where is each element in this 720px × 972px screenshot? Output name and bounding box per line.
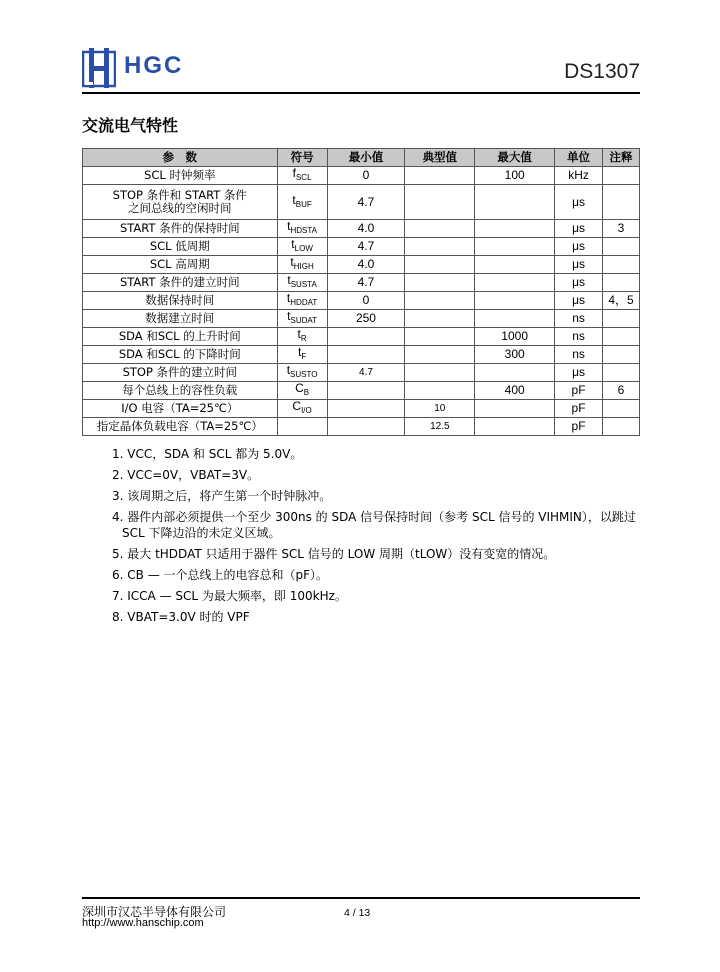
table-row bbox=[83, 292, 640, 310]
symbol-main: t bbox=[292, 192, 296, 207]
note-cell bbox=[603, 185, 640, 220]
symbol-subscript: BUF bbox=[295, 199, 312, 209]
note-item: 3. 该周期之后，将产生第一个时钟脉冲。 bbox=[112, 489, 332, 503]
note-item: 8. VBAT=3.0V 时的 VPF bbox=[112, 610, 250, 624]
param-text: START 条件的保持时间 bbox=[119, 221, 240, 235]
symbol-subscript: SUSTA bbox=[290, 280, 317, 289]
table-row bbox=[83, 400, 640, 418]
symbol-cell bbox=[277, 292, 327, 310]
table-row bbox=[83, 310, 640, 328]
param-text: 数据保持时间 bbox=[145, 293, 215, 307]
col-header-unit: 单位 bbox=[555, 149, 603, 167]
param-text-line2: 之间总线的空闲时间 bbox=[128, 201, 232, 215]
param-cell bbox=[83, 167, 278, 185]
symbol-main: t bbox=[297, 327, 301, 341]
max-cell bbox=[475, 400, 555, 418]
symbol-main: t bbox=[287, 273, 291, 287]
min-cell: 0 bbox=[327, 292, 405, 310]
symbol-main: t bbox=[286, 291, 291, 305]
param-text: START 条件的建立时间 bbox=[119, 275, 240, 289]
max-cell bbox=[475, 185, 555, 220]
symbol-main: C bbox=[292, 399, 302, 413]
unit-cell: μs bbox=[555, 274, 603, 292]
table-row bbox=[83, 418, 640, 436]
max-cell: 100 bbox=[475, 167, 555, 185]
param-text: SDA 和SCL 的下降时间 bbox=[118, 347, 241, 361]
typ-cell bbox=[405, 346, 475, 364]
symbol-cell bbox=[277, 328, 327, 346]
hgc-logo-icon bbox=[82, 48, 116, 90]
param-text: SCL 时钟频率 bbox=[144, 168, 216, 182]
param-cell bbox=[83, 382, 278, 400]
max-cell bbox=[475, 220, 555, 238]
typ-cell bbox=[405, 220, 475, 238]
unit-cell: pF bbox=[555, 400, 603, 418]
page-header bbox=[82, 48, 640, 90]
max-cell bbox=[475, 238, 555, 256]
unit-cell: μs bbox=[555, 364, 603, 382]
typ-cell bbox=[405, 274, 475, 292]
typ-cell: 12.5 bbox=[405, 418, 475, 436]
min-cell: 250 bbox=[327, 310, 405, 328]
min-cell bbox=[327, 400, 405, 418]
param-cell bbox=[83, 256, 278, 274]
min-cell: 4.7 bbox=[327, 274, 405, 292]
typ-cell: 10 bbox=[405, 400, 475, 418]
param-cell bbox=[83, 238, 278, 256]
param-text: 数据建立时间 bbox=[145, 311, 215, 325]
col-header-max: 最大值 bbox=[475, 149, 555, 167]
ac-characteristics-table bbox=[82, 148, 640, 436]
symbol-cell bbox=[277, 167, 327, 185]
param-cell bbox=[83, 220, 278, 238]
max-cell: 1000 bbox=[475, 328, 555, 346]
unit-cell: μs bbox=[555, 220, 603, 238]
param-text: I/O 电容（TA=25℃） bbox=[121, 401, 239, 415]
unit-cell: ns bbox=[555, 328, 603, 346]
min-cell: 0 bbox=[327, 167, 405, 185]
note-item: 4. 器件内部必须提供一个至少 300ns 的 SDA 信号保持时间（参考 SCL 信号的 VIHMIN），以跳过 SCL 下降边沿的未定义区域。 bbox=[112, 510, 636, 540]
max-cell: 300 bbox=[475, 346, 555, 364]
param-text: STOP 条件和 START 条件 bbox=[112, 188, 247, 202]
table-row bbox=[83, 256, 640, 274]
symbol-subscript: B bbox=[303, 388, 310, 397]
unit-cell: μs bbox=[555, 292, 603, 310]
note-cell bbox=[603, 310, 640, 328]
symbol-main: t bbox=[297, 345, 302, 359]
table-row bbox=[83, 328, 640, 346]
symbol-main: f bbox=[292, 166, 296, 180]
footer-divider bbox=[82, 897, 640, 899]
symbol-subscript: SUSTO bbox=[290, 370, 318, 379]
symbol-main: t bbox=[287, 219, 291, 233]
param-text: SCL 高周期 bbox=[149, 257, 210, 271]
typ-cell bbox=[405, 292, 475, 310]
max-cell: 400 bbox=[475, 382, 555, 400]
symbol-cell bbox=[277, 220, 327, 238]
param-cell bbox=[83, 328, 278, 346]
max-cell bbox=[475, 310, 555, 328]
min-cell: 4.0 bbox=[327, 220, 405, 238]
min-cell bbox=[327, 328, 405, 346]
symbol-cell bbox=[277, 256, 327, 274]
note-cell: 6 bbox=[603, 382, 640, 400]
symbol-main: C bbox=[295, 381, 304, 395]
note-cell bbox=[603, 256, 640, 274]
min-cell bbox=[327, 418, 405, 436]
col-header-typ: 典型值 bbox=[405, 149, 475, 167]
param-text: 每个总线上的容性负载 bbox=[122, 383, 238, 397]
param-text: 指定晶体负载电容（TA=25℃） bbox=[96, 419, 263, 433]
unit-cell: μs bbox=[555, 185, 603, 220]
min-cell: 4.7 bbox=[327, 185, 405, 220]
symbol-cell bbox=[277, 310, 327, 328]
symbol-subscript: R bbox=[300, 334, 307, 343]
col-header-min: 最小值 bbox=[327, 149, 405, 167]
note-cell bbox=[603, 418, 640, 436]
unit-cell: kHz bbox=[555, 167, 603, 185]
typ-cell bbox=[405, 185, 475, 220]
col-header-param: 参 数 bbox=[83, 149, 278, 167]
symbol-subscript: HDDAT bbox=[290, 298, 318, 307]
symbol-cell bbox=[277, 346, 327, 364]
symbol-main: t bbox=[290, 255, 294, 269]
max-cell bbox=[475, 364, 555, 382]
symbol-subscript: SCL bbox=[295, 173, 312, 182]
typ-cell bbox=[405, 310, 475, 328]
note-item: 2. VCC=0V，VBAT=3V。 bbox=[112, 468, 260, 482]
footer-company: 深圳市汉芯半导体有限公司 bbox=[82, 905, 227, 919]
note-cell bbox=[603, 364, 640, 382]
header-divider bbox=[82, 92, 640, 94]
param-cell bbox=[83, 310, 278, 328]
typ-cell bbox=[405, 328, 475, 346]
symbol-cell bbox=[277, 238, 327, 256]
min-cell: 4.0 bbox=[327, 256, 405, 274]
note-cell: 3 bbox=[603, 220, 640, 238]
table-row bbox=[83, 346, 640, 364]
unit-cell: ns bbox=[555, 310, 603, 328]
note-cell: 4，5 bbox=[603, 292, 640, 310]
max-cell bbox=[475, 274, 555, 292]
typ-cell bbox=[405, 364, 475, 382]
unit-cell: μs bbox=[555, 238, 603, 256]
symbol-cell bbox=[277, 364, 327, 382]
symbol-subscript: F bbox=[301, 352, 307, 361]
typ-cell bbox=[405, 167, 475, 185]
symbol-subscript: I/O bbox=[301, 406, 312, 415]
typ-cell bbox=[405, 256, 475, 274]
min-cell: 4.7 bbox=[327, 364, 405, 382]
param-cell bbox=[83, 292, 278, 310]
symbol-subscript: HIGH bbox=[293, 262, 314, 271]
symbol-main: t bbox=[287, 309, 291, 323]
table-header-row bbox=[83, 149, 640, 167]
note-cell bbox=[603, 400, 640, 418]
company-logo bbox=[82, 48, 183, 90]
param-cell bbox=[83, 364, 278, 382]
symbol-cell bbox=[277, 400, 327, 418]
notes-list bbox=[112, 446, 642, 630]
symbol-cell bbox=[277, 274, 327, 292]
typ-cell bbox=[405, 382, 475, 400]
symbol-subscript: LOW bbox=[294, 244, 313, 253]
param-text: STOP 条件的建立时间 bbox=[122, 365, 238, 379]
table-row bbox=[83, 220, 640, 238]
note-cell bbox=[603, 167, 640, 185]
symbol-main: t bbox=[291, 237, 295, 251]
param-cell bbox=[83, 185, 278, 220]
symbol-cell bbox=[277, 382, 327, 400]
note-item: 7. ICCA — SCL 为最大频率，即 100kHz。 bbox=[112, 589, 347, 603]
param-cell bbox=[83, 400, 278, 418]
model-number: DS1307 bbox=[564, 60, 640, 83]
logo-text: HGC bbox=[124, 52, 184, 79]
page-number: 4 / 13 bbox=[344, 907, 371, 919]
note-cell bbox=[603, 328, 640, 346]
unit-cell: ns bbox=[555, 346, 603, 364]
symbol-cell bbox=[277, 418, 327, 436]
symbol-subscript: HDSTA bbox=[290, 226, 318, 235]
param-text: SDA 和SCL 的上升时间 bbox=[118, 329, 241, 343]
unit-cell: pF bbox=[555, 382, 603, 400]
unit-cell: pF bbox=[555, 418, 603, 436]
note-item: 6. CB — 一个总线上的电容总和（pF）。 bbox=[112, 568, 329, 582]
typ-cell bbox=[405, 238, 475, 256]
min-cell bbox=[327, 382, 405, 400]
footer-url[interactable]: http://www.hanschip.com bbox=[82, 917, 204, 929]
col-header-note: 注释 bbox=[603, 149, 640, 167]
table-row bbox=[83, 167, 640, 185]
note-item: 5. 最大 tHDDAT 只适用于器件 SCL 信号的 LOW 周期（tLOW）没有变宽的情况。 bbox=[112, 547, 556, 561]
note-cell bbox=[603, 238, 640, 256]
note-item: 1. VCC，SDA 和 SCL 都为 5.0V。 bbox=[112, 447, 303, 461]
symbol-cell bbox=[277, 185, 327, 220]
table-row bbox=[83, 364, 640, 382]
max-cell bbox=[475, 292, 555, 310]
symbol-main: t bbox=[286, 363, 291, 377]
col-header-symbol: 符号 bbox=[277, 149, 327, 167]
table-row bbox=[83, 185, 640, 220]
table-row bbox=[83, 274, 640, 292]
table-row bbox=[83, 382, 640, 400]
param-cell bbox=[83, 346, 278, 364]
max-cell bbox=[475, 418, 555, 436]
note-cell bbox=[603, 346, 640, 364]
symbol-subscript: SUDAT bbox=[290, 316, 318, 325]
param-cell bbox=[83, 274, 278, 292]
max-cell bbox=[475, 256, 555, 274]
unit-cell: μs bbox=[555, 256, 603, 274]
min-cell: 4.7 bbox=[327, 238, 405, 256]
section-title: 交流电气特性 bbox=[82, 116, 179, 135]
table-row bbox=[83, 238, 640, 256]
min-cell bbox=[327, 346, 405, 364]
param-text: SCL 低周期 bbox=[149, 239, 210, 253]
param-cell bbox=[83, 418, 278, 436]
note-cell bbox=[603, 274, 640, 292]
